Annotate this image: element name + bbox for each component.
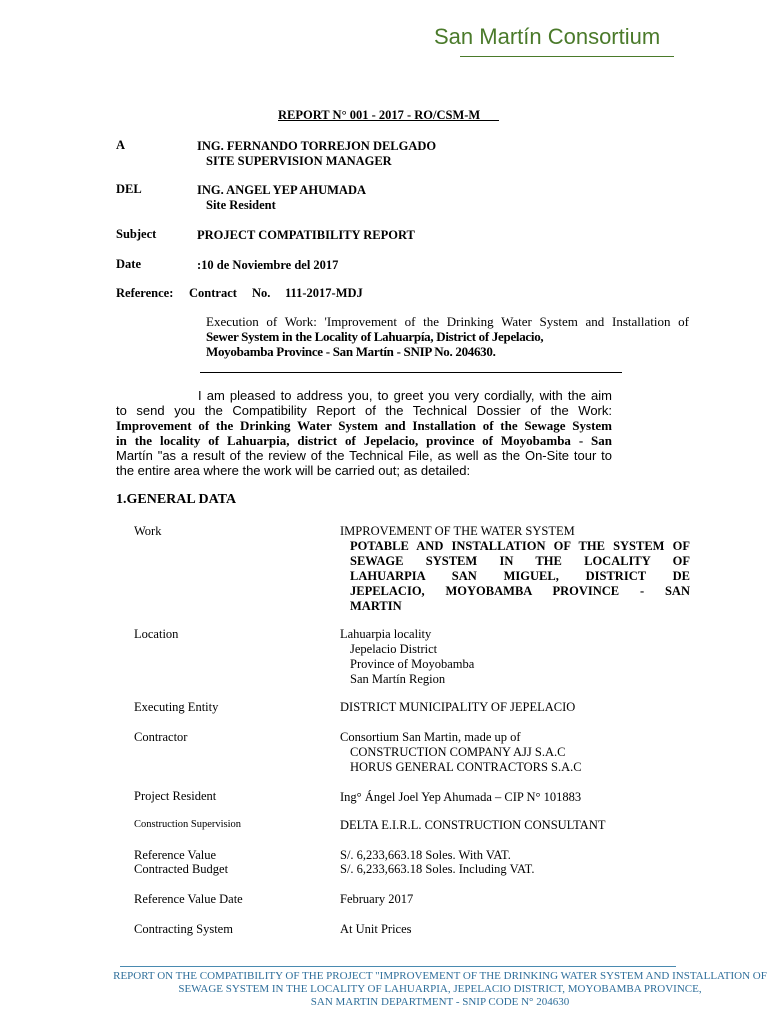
footer-line-1: REPORT ON THE COMPATIBILITY OF THE PROJECT "IMPROVEMENT OF THE DRINKING WATER SYSTEM AND INSTALLATION OF [113, 970, 767, 982]
work-line-6: MARTIN [350, 599, 402, 613]
work-line-2: POTABLE AND INSTALLATION OF THE SYSTEM OF [350, 539, 690, 553]
date-value: :10 de Noviembre del 2017 [197, 258, 339, 272]
budget-label: Contracted Budget [134, 862, 229, 876]
reference-line-1: Execution of Work: 'Improvement of the Drinking Water System and Installation of [206, 314, 689, 329]
to-name: ING. FERNANDO TORREJON DELGADO [197, 139, 437, 153]
work-line-1: IMPROVEMENT OF THE WATER SYSTEM [340, 524, 575, 538]
brand-underline [460, 56, 674, 57]
resident-value: Ing° Ángel Joel Yep Ahumada – CIP N° 101883 [340, 790, 582, 804]
work-line-5: JEPELACIO, MOYOBAMBA PROVINCE - SAN [350, 584, 690, 598]
reference-label: Reference: [116, 286, 174, 300]
reference-line-3: Moyobamba Province - San Martín - SNIP No. 204630. [206, 344, 496, 359]
work-label: Work [134, 524, 162, 538]
refvalue-value: S/. 6,233,663.18 Soles. With VAT. [340, 848, 511, 862]
entity-label: Executing Entity [134, 700, 219, 714]
work-line-4: LAHUARPIA SAN MIGUEL, DISTRICT DE [350, 569, 690, 583]
from-label: DEL [116, 182, 142, 196]
refdate-value: February 2017 [340, 892, 414, 906]
intro-line-3: Improvement of the Drinking Water System and Installation of the Sewage System [116, 418, 612, 433]
entity-value: DISTRICT MUNICIPALITY OF JEPELACIO [340, 700, 576, 714]
intro-paragraph [116, 388, 612, 478]
reference-line-2: Sewer System in the Locality of Lahuarpía, District of Jepelacio, [206, 329, 544, 344]
refvalue-label: Reference Value [134, 848, 217, 862]
intro-line-2: to send you the Compatibility Report of the Technical Dossier of the Work: [116, 403, 612, 418]
from-name: ING. ANGEL YEP AHUMADA [197, 183, 367, 197]
location-label: Location [134, 627, 179, 641]
reference-number: 111-2017-MDJ [285, 286, 363, 300]
reference-word-contract: Contract [189, 286, 237, 300]
location-line-4: San Martín Region [350, 672, 446, 686]
page-footer [112, 970, 768, 1009]
intro-line-5: Martín "as a result of the review of the Technical File, as well as the On-Site tour to [116, 448, 612, 463]
subject-value: PROJECT COMPATIBILITY REPORT [197, 228, 415, 242]
brand-name: San Martín Consortium [434, 24, 661, 49]
budget-value: S/. 6,233,663.18 Soles. Including VAT. [340, 862, 535, 876]
intro-line-6: the entire area where the work will be carried out; as detailed: [116, 463, 471, 478]
footer-line-3: SAN MARTIN DEPARTMENT - SNIP CODE N° 204630 [310, 996, 570, 1008]
work-value [340, 524, 690, 614]
supervision-value: DELTA E.I.R.L. CONSTRUCTION CONSULTANT [340, 818, 606, 832]
location-value [340, 627, 690, 687]
reference-detail [206, 314, 689, 359]
contractor-line-1: Consortium San Martin, made up of [340, 730, 521, 744]
system-label: Contracting System [134, 922, 233, 936]
contractor-line-3: HORUS GENERAL CONTRACTORS S.A.C [350, 760, 582, 774]
intro-line-4: in the locality of Lahuarpia, district of Jepelacio, province of Moyobamba - San [116, 433, 612, 448]
work-line-3: SEWAGE SYSTEM IN THE LOCALITY OF [350, 554, 690, 568]
to-title: SITE SUPERVISION MANAGER [206, 154, 392, 168]
reference-divider [200, 372, 622, 373]
refdate-label: Reference Value Date [134, 892, 243, 906]
location-line-2: Jepelacio District [350, 642, 438, 656]
location-line-1: Lahuarpia locality [340, 627, 432, 641]
from-title: Site Resident [206, 198, 276, 212]
footer-divider [120, 966, 676, 967]
supervision-label: Construction Supervision [134, 819, 242, 830]
section-heading: 1.GENERAL DATA [116, 492, 237, 507]
date-label: Date [116, 257, 141, 271]
to-label: A [116, 138, 126, 152]
contractor-label: Contractor [134, 730, 188, 744]
contractor-line-2: CONSTRUCTION COMPANY AJJ S.A.C [350, 745, 566, 759]
report-title: REPORT N° 001 - 2017 - RO/CSM-M [278, 108, 499, 122]
footer-line-2: SEWAGE SYSTEM IN THE LOCALITY OF LAHUARPIA, JEPELACIO DISTRICT, MOYOBAMBA PROVINCE, [178, 983, 702, 995]
system-value: At Unit Prices [340, 922, 412, 936]
subject-label: Subject [116, 227, 157, 241]
intro-line-1: I am pleased to address you, to greet you very cordially, with the aim [198, 388, 612, 403]
contractor-value [340, 730, 690, 775]
resident-label: Project Resident [134, 789, 217, 803]
reference-word-no: No. [252, 286, 271, 300]
location-line-3: Province of Moyobamba [350, 657, 475, 671]
